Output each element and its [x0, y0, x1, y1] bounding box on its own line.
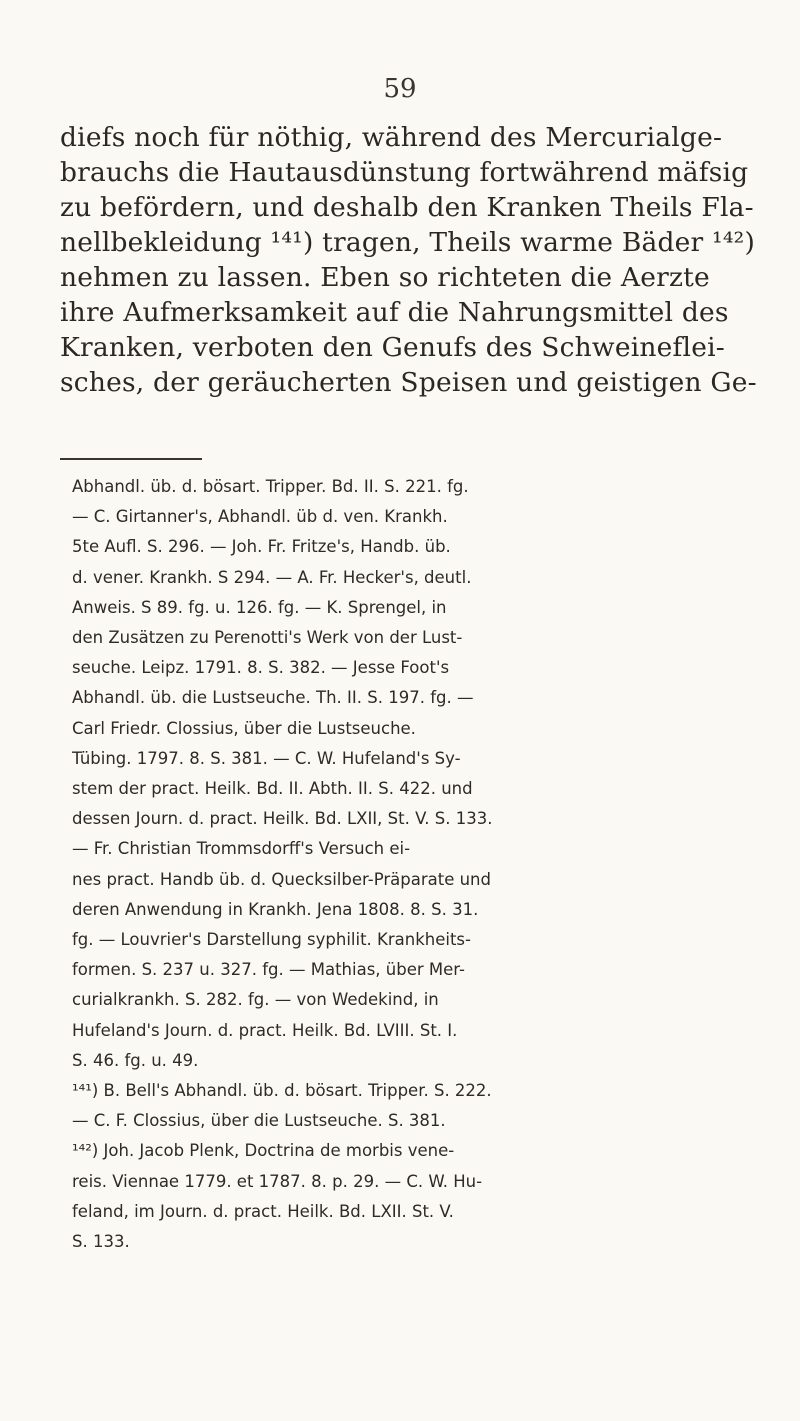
- footnote-line: stem der pract. Heilk. Bd. II. Abth. II. S. 422. und: [72, 779, 473, 799]
- footnote-line: feland, im Journ. d. pract. Heilk. Bd. LXII. St. V.: [72, 1201, 454, 1221]
- footnote-line: formen. S. 237 u. 327. fg. — Mathias, über Mer-: [72, 960, 465, 980]
- footnote-line: 5te Aufl. S. 296. — Joh. Fr. Fritze's, Handb. üb.: [72, 537, 451, 557]
- footnote-line: — C. Girtanner's, Abhandl. üb d. ven. Krankh.: [72, 507, 448, 527]
- footnote-line: nes pract. Handb üb. d. Quecksilber-Präparate und: [72, 869, 491, 889]
- footnote-141: ¹⁴¹) B. Bell's Abhandl. üb. d. bösart. Tripper. S. 222.: [72, 1081, 492, 1101]
- text-line: diefs noch für nöthig, während des Mercurialge-: [60, 122, 723, 153]
- text-line: sches, der geräucherten Speisen und geistigen Ge-: [60, 367, 757, 398]
- text-line: Kranken, verboten den Genufs des Schweinеflei-: [60, 332, 725, 363]
- text-line: zu befördern, und deshalb den Kranken Theils Fla-: [60, 192, 754, 223]
- footnote-line: dessen Journ. d. pract. Heilk. Bd. LXII, St. V. S. 133.: [72, 809, 493, 829]
- footnote-line: seuche. Leipz. 1791. 8. S. 382. — Jesse Foot's: [72, 658, 450, 678]
- page-number: 59: [383, 74, 417, 104]
- footnote-separator: [60, 458, 202, 460]
- text-line: nehmen zu lassen. Eben so richteten die Aerzte: [60, 262, 710, 293]
- footnote-line: Hufeland's Journ. d. pract. Heilk. Bd. LVIII. St. I.: [72, 1020, 458, 1040]
- footnote-line: S. 46. fg. u. 49.: [72, 1050, 199, 1070]
- footnote-line: Abhandl. üb. die Lustseuche. Th. II. S. 197. fg. —: [72, 688, 474, 708]
- footnote-line: den Zusätzen zu Perenotti's Werk von der Lust-: [72, 628, 463, 648]
- main-text: [60, 120, 760, 400]
- footnote-line: Carl Friedr. Clossius, über die Lustseuche.: [72, 718, 416, 738]
- footnote-line: — C. F. Clossius, über die Lustseuche. S. 381.: [72, 1111, 446, 1131]
- footnote-line: S. 133.: [72, 1232, 130, 1252]
- text-line: brauchs die Hautausdünstung fortwährend mäfsig: [60, 157, 749, 188]
- footnote-line: reis. Viennae 1779. et 1787. 8. p. 29. — C. W. Hu-: [72, 1171, 483, 1191]
- footnote-line: Abhandl. üb. d. bösart. Tripper. Bd. II. S. 221. fg.: [72, 477, 469, 496]
- footnote-line: Anweis. S 89. fg. u. 126. fg. — K. Sprengel, in: [72, 597, 447, 617]
- text-line: ihre Aufmerksamkeit auf die Nahrungsmittel des: [60, 297, 729, 328]
- footnotes: [72, 472, 762, 1257]
- footnote-line: fg. — Louvrier's Darstellung syphilit. Krankheits-: [72, 930, 471, 950]
- text-line: nellbekleidung ¹⁴¹) tragen, Theils warme Bäder ¹⁴²): [60, 227, 756, 258]
- footnote-line: deren Anwendung in Krankh. Jena 1808. 8. S. 31.: [72, 899, 479, 919]
- footnote-line: d. vener. Krankh. S 294. — A. Fr. Hecker's, deutl.: [72, 567, 472, 587]
- footnote-line: curialkrankh. S. 282. fg. — von Wedekind, in: [72, 990, 439, 1010]
- footnote-line: — Fr. Christian Trommsdorff's Versuch ei-: [72, 839, 411, 859]
- footnote-142: ¹⁴²) Joh. Jacob Plenk, Doctrina de morbis vene-: [72, 1141, 455, 1161]
- footnote-line: Tübing. 1797. 8. S. 381. — C. W. Hufeland's Sy-: [72, 748, 461, 768]
